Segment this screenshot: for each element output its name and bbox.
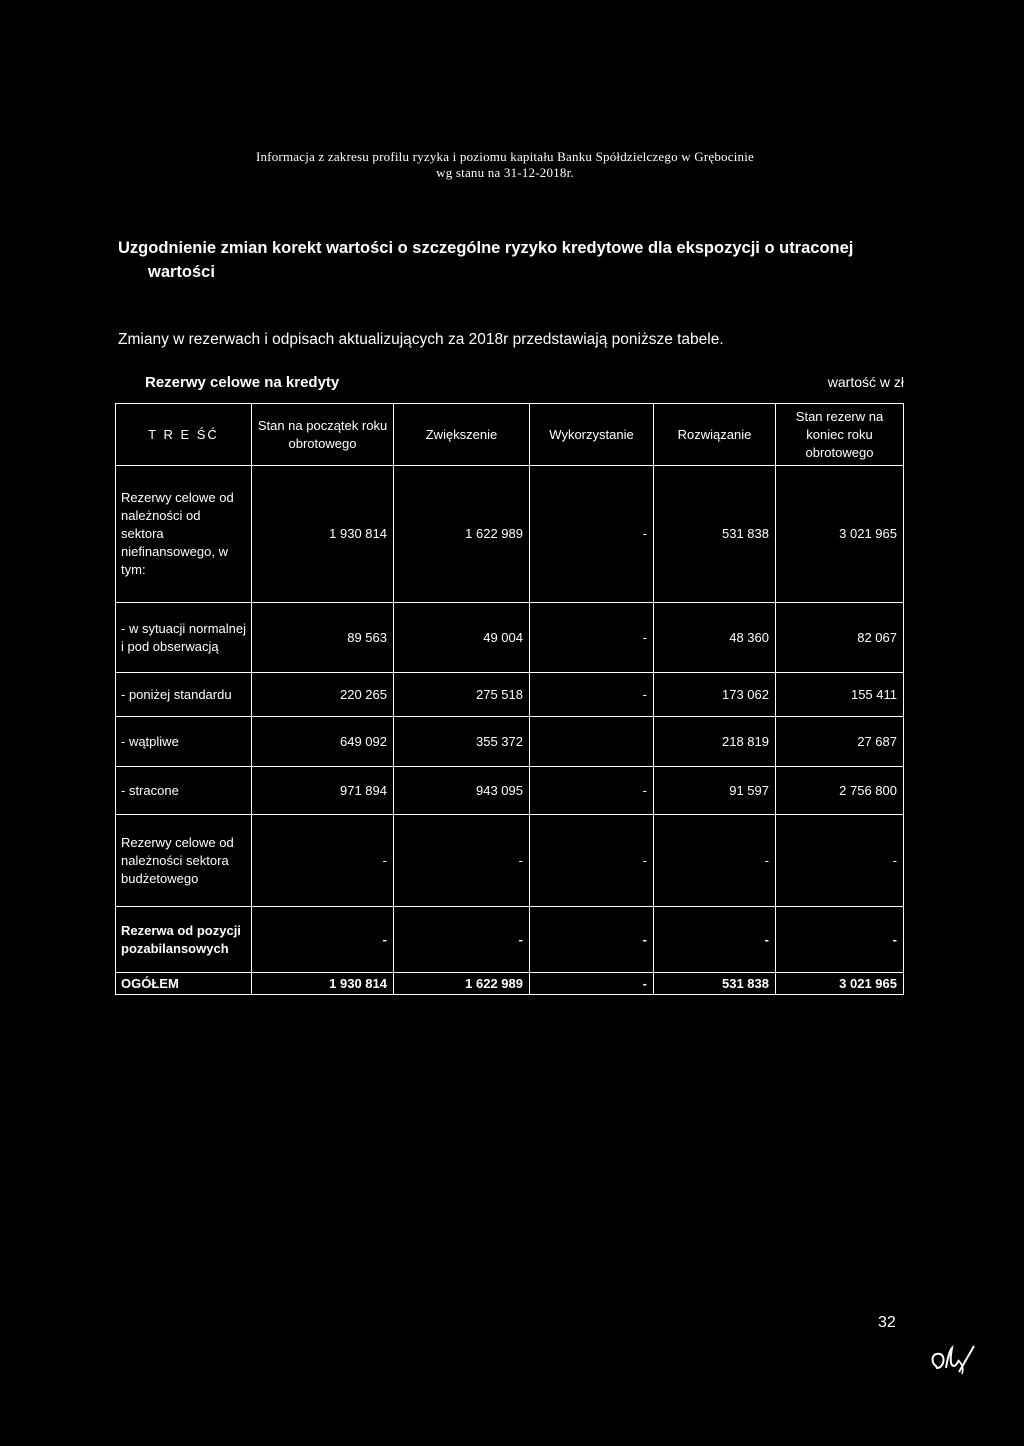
- cell-value: 355 372: [394, 717, 530, 767]
- cell-value: 1 622 989: [394, 466, 530, 603]
- signature-mark: [928, 1342, 978, 1382]
- section-title-line-1: Uzgodnienie zmian korekt wartości o szczególne ryzyko kredytowe dla ekspozycji o utraconej: [118, 239, 854, 257]
- row-label: - stracone: [116, 767, 252, 815]
- header-start-balance: Stan na początek roku obrotowego: [252, 404, 394, 466]
- cell-value: -: [776, 815, 904, 907]
- table-title: Rezerwy celowe na kredyty: [145, 374, 340, 391]
- cell-value: 2 756 800: [776, 767, 904, 815]
- cell-value: 971 894: [252, 767, 394, 815]
- cell-value: -: [530, 973, 654, 995]
- cell-value: 155 411: [776, 673, 904, 717]
- provisions-table: [115, 403, 904, 995]
- cell-value: -: [654, 907, 776, 973]
- table-header-row: [116, 404, 904, 466]
- intro-paragraph: Zmiany w rezerwach i odpisach aktualizujących za 2018r przedstawiają poniższe tabele.: [118, 331, 724, 348]
- row-label: Rezerwa od pozycji pozabilansowych: [116, 907, 252, 973]
- row-label: OGÓŁEM: [116, 973, 252, 995]
- cell-value: 91 597: [654, 767, 776, 815]
- cell-value: 82 067: [776, 603, 904, 673]
- table-row: [116, 466, 904, 603]
- cell-value: 220 265: [252, 673, 394, 717]
- cell-value: 531 838: [654, 973, 776, 995]
- row-label: Rezerwy celowe od należności od sektora niefinansowego, w tym:: [116, 466, 252, 603]
- cell-value: 218 819: [654, 717, 776, 767]
- page-number: 32: [878, 1314, 896, 1331]
- cell-value: 1 622 989: [394, 973, 530, 995]
- cell-value: 173 062: [654, 673, 776, 717]
- row-label: - wątpliwe: [116, 717, 252, 767]
- table-row: [116, 767, 904, 815]
- section-title: [118, 236, 918, 284]
- cell-value: -: [252, 815, 394, 907]
- table-row: [116, 673, 904, 717]
- cell-value: [530, 717, 654, 767]
- header-line-1: Informacja z zakresu profilu ryzyka i poziomu kapitału Banku Spółdzielczego w Grębocinie: [255, 149, 755, 164]
- cell-value: 3 021 965: [776, 973, 904, 995]
- table-row: [116, 603, 904, 673]
- cell-value: 49 004: [394, 603, 530, 673]
- cell-value: 943 095: [394, 767, 530, 815]
- cell-value: -: [530, 673, 654, 717]
- cell-value: -: [530, 815, 654, 907]
- table-row: [116, 907, 904, 973]
- header-tresc: T R E ŚĆ: [116, 404, 252, 466]
- section-title-line-2: wartości: [148, 263, 215, 281]
- cell-value: -: [394, 815, 530, 907]
- cell-value: 531 838: [654, 466, 776, 603]
- cell-value: 48 360: [654, 603, 776, 673]
- cell-value: -: [530, 603, 654, 673]
- row-label: - poniżej standardu: [116, 673, 252, 717]
- cell-value: -: [530, 907, 654, 973]
- table-row: [116, 717, 904, 767]
- cell-value: 649 092: [252, 717, 394, 767]
- header-release: Rozwiązanie: [654, 404, 776, 466]
- cell-value: 1 930 814: [252, 973, 394, 995]
- cell-value: -: [394, 907, 530, 973]
- cell-value: -: [654, 815, 776, 907]
- table-row: [116, 815, 904, 907]
- cell-value: 3 021 965: [776, 466, 904, 603]
- cell-value: -: [530, 767, 654, 815]
- header-utilization: Wykorzystanie: [530, 404, 654, 466]
- cell-value: -: [776, 907, 904, 973]
- table-total-row: [116, 973, 904, 995]
- header-line-2: wg stanu na 31-12-2018r.: [436, 165, 574, 180]
- cell-value: -: [252, 907, 394, 973]
- cell-value: 275 518: [394, 673, 530, 717]
- unit-note: wartość w zł: [827, 374, 904, 390]
- cell-value: -: [530, 466, 654, 603]
- cell-value: 1 930 814: [252, 466, 394, 603]
- cell-value: 89 563: [252, 603, 394, 673]
- cell-value: 27 687: [776, 717, 904, 767]
- header-increase: Zwiększenie: [394, 404, 530, 466]
- row-label: - w sytuacji normalnej i pod obserwacją: [116, 603, 252, 673]
- row-label: Rezerwy celowe od należności sektora budżetowego: [116, 815, 252, 907]
- document-header: [0, 149, 1010, 181]
- header-end-balance: Stan rezerw na koniec roku obrotowego: [776, 404, 904, 466]
